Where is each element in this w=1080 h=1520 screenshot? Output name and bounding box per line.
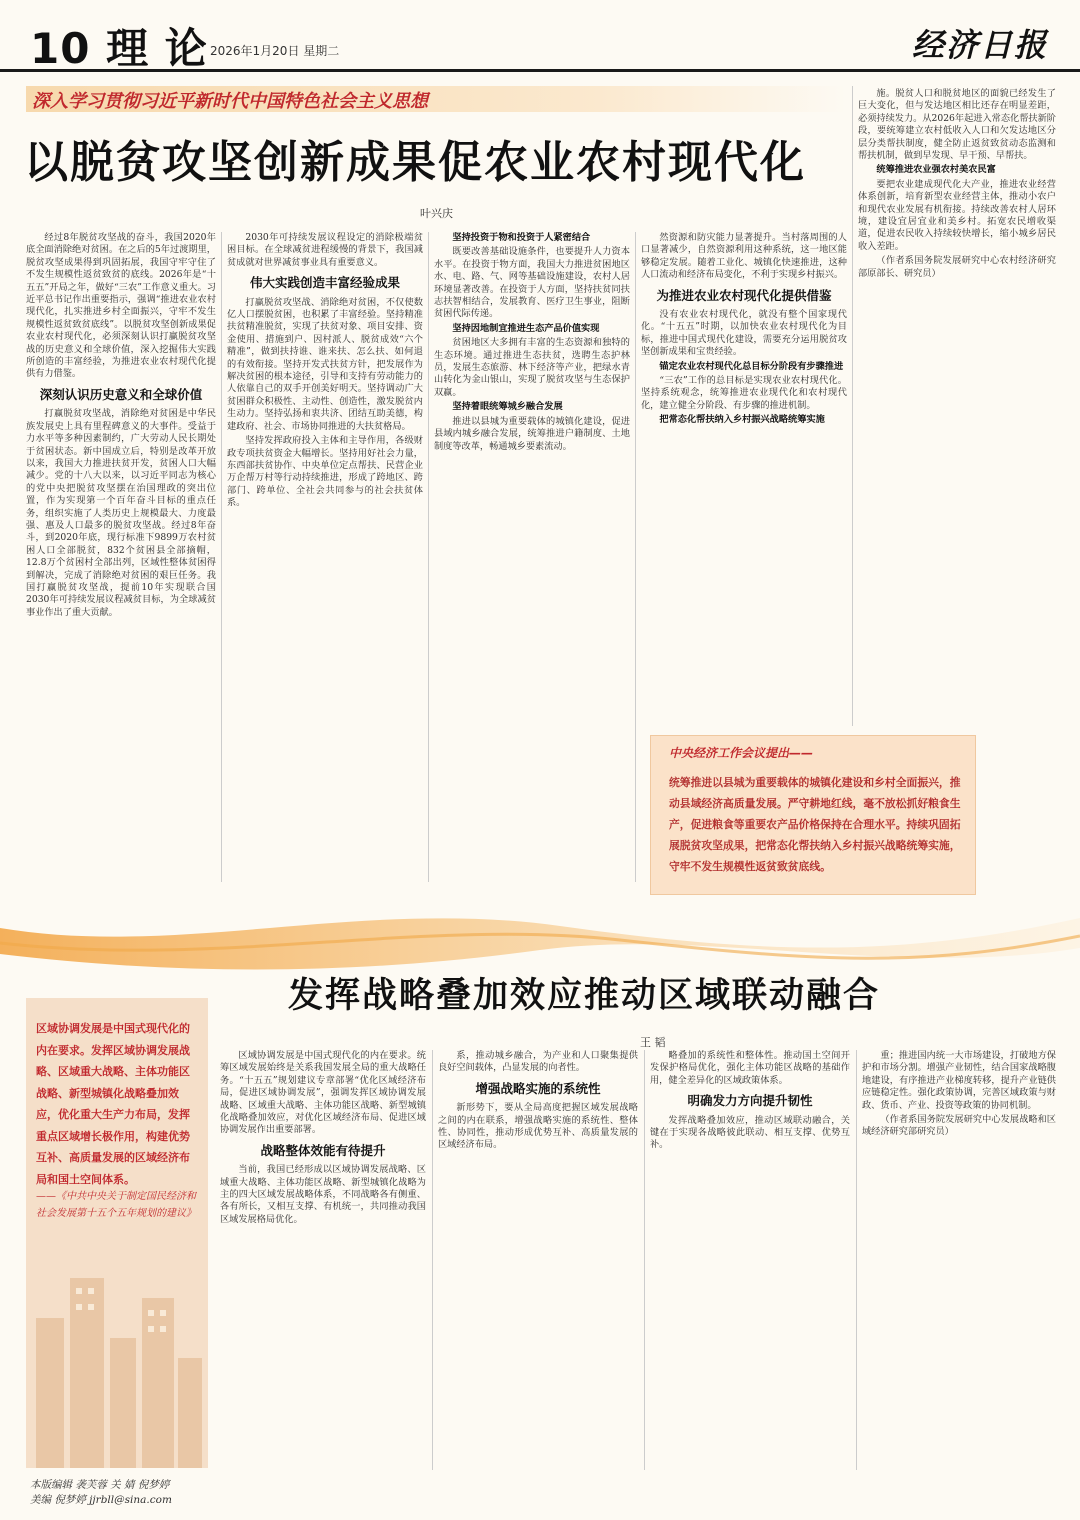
paragraph: 重；推进国内统一大市场建设，打破地方保护和市场分割。增强产业韧性，结合国家战略腹地建设，有序推进产业梯度转移，提升产业链供应链稳定性。强化政策协调，完善区域政策与财政、货币、产业、投资等政策的协同机制。	[862, 1050, 1056, 1111]
paragraph: 打赢脱贫攻坚战、消除绝对贫困，不仅使数亿人口摆脱贫困，也积累了丰富经验。坚持精准扶贫精准脱贫，实现了扶贫对象、项目安排、资金使用、措施到户、因村派人、脱贫成效“六个精准”，做到扶持谁、谁来扶、怎么扶、如何退的有效衔接。坚持开发式扶贫方针，把发展作为解决贫困的根本途径，引导和支持有劳动能力的人依靠自己的双手开创美好明天。坚持调动广大贫困群众积极性、主动性、创造性，激发脱贫内生动力。坚持弘扬和衷共济、团结互助美德，构建政府、社会、市场协同推进的大扶贫格局。	[227, 296, 423, 432]
article2-quote-source: ——《中共中央关于制定国民经济和社会发展第十五个五年规划的建议》	[36, 1191, 196, 1219]
quote-box-economic-conference	[650, 735, 976, 895]
article1-column-1	[26, 232, 216, 884]
paragraph: 区域协调发展是中国式现代化的内在要求。统筹区域发展始终是关系我国发展全局的重大战略任务。“十五五”规划建议专章部署“优化区域经济布局，促进区域协调发展”，强调发挥区域协调发展战略、区域重大战略、主体功能区战略、新型城镇化战略叠加效应，对优化区域经济布局、促进区域协调发展作出重要部署。	[220, 1050, 426, 1136]
column-divider	[221, 232, 222, 882]
paragraph: 要把农业建成现代化大产业，推进农业经营体系创新，培育新型农业经营主体，推动小农户和现代农业发展有机衔接。持续改善农村人居环境，建设宜居宜业和美乡村。拓宽农民增收渠道，促进农民收入持续较快增长，缩小城乡居民收入差距。	[858, 178, 1056, 252]
paragraph: 当前，我国已经形成以区域协调发展战略、区域重大战略、主体功能区战略、新型城镇化战略为主的四大区域发展战略体系，不同战略各有侧重、各有所长，又相互支撑、有机统一，共同推动我国区域发展格局优化。	[220, 1164, 426, 1225]
building-illustration	[26, 1258, 208, 1468]
subheading: 伟大实践创造丰富经验成果	[249, 275, 400, 291]
bold-lead: 坚持投资于物和投资于人紧密结合	[452, 232, 591, 243]
topic-band-text: 深入学习贯彻习近平新时代中国特色社会主义思想	[32, 91, 428, 112]
article2-column-4	[862, 1050, 1056, 1470]
editor-line: 美编 倪梦婷 jjrbll@sina.com	[30, 1494, 172, 1506]
article1-column-5	[858, 88, 1056, 728]
article2-column-1	[220, 1050, 426, 1470]
quote-title: 中央经济工作会议提出——	[669, 746, 814, 760]
paragraph: 发挥战略叠加效应，推动区域联动融合，关键在于实现各战略彼此联动、相互支撑、优势互补。	[650, 1114, 850, 1151]
subheading: 为推进农业农村现代化提供借鉴	[656, 287, 832, 303]
article1-column-4	[641, 232, 847, 726]
author-note: （作者系国务院发展研究中心发展战略和区域经济研究部研究员）	[862, 1114, 1056, 1138]
article2-quote-text: 区域协调发展是中国式现代化的内在要求。发挥区域协调发展战略、区域重大战略、主体功能区战略、新型城镇化战略叠加效应，优化重大生产力布局，发挥重点区域增长极作用，构建优势互补、高质量发展的区域经济布局和国土空间体系。	[36, 1022, 190, 1186]
article2-author: 王 韬	[640, 1036, 666, 1049]
article1-column-2	[227, 232, 423, 884]
page-number: 10 理 论	[30, 24, 208, 73]
article1-author: 叶兴庆	[420, 207, 453, 220]
article2-column-3	[650, 1050, 850, 1470]
page-date: 2026年1月20日 星期二	[210, 44, 340, 58]
article1-title: 以脱贫攻坚创新成果促农业农村现代化	[24, 137, 806, 188]
subheading: 明确发力方向提升韧性	[687, 1093, 813, 1109]
article2-column-2	[438, 1050, 638, 1470]
decorative-wave-graphic	[0, 888, 1080, 978]
editor-credits	[30, 1478, 210, 1508]
section-name: 理 论	[106, 24, 208, 73]
topic-band	[26, 86, 846, 112]
bold-lead: 统筹推进农业强农村美农民富	[876, 164, 996, 176]
author-note: （作者系国务院发展研究中心农村经济研究部原部长、研究员）	[858, 255, 1056, 279]
column-divider	[644, 1050, 645, 1470]
column-divider	[428, 232, 429, 882]
paragraph: 坚持发挥政府投入主体和主导作用，各级财政专项扶贫资金大幅增长。坚持用好社会力量，东西部扶贫协作、中央单位定点帮扶、民营企业万企帮万村等行动持续推进，形成了跨地区、跨部门、跨单位、全社会共同参与的社会扶贫体系。	[227, 435, 423, 509]
bold-lead: 把常态化帮扶纳入乡村振兴战略统筹实施	[659, 414, 825, 426]
paragraph: 既要改善基础设施条件，也要提升人力资本水平。在投资于物方面，我国大力推进贫困地区水、电、路、气、网等基础设施建设，农村人居环境显著改善。在投资于人方面，坚持扶贫同扶志扶智相结合，发展教育、医疗卫生事业，阻断贫困代际传递。	[434, 246, 630, 320]
paragraph: 2030年可持续发展议程设定的消除极端贫困目标。在全球减贫进程缓慢的背景下，我国减贫成就对世界减贫事业具有重要意义。	[227, 232, 423, 268]
paragraph: 贫困地区大多拥有丰富的生态资源和独特的生态环境。通过推进生态扶贫，选聘生态护林员，发展生态旅游、林下经济等产业，把绿水青山转化为金山银山，实现了脱贫攻坚与生态保护双赢。	[434, 337, 630, 398]
subheading: 深刻认识历史意义和全球价值	[39, 386, 203, 402]
subheading: 战略整体效能有待提升	[260, 1142, 386, 1158]
subheading: 增强战略实施的系统性	[475, 1080, 601, 1096]
bold-lead: 锚定农业农村现代化总目标分阶段有步骤推进	[659, 360, 844, 372]
paragraph: 没有农业农村现代化，就没有整个国家现代化。“十五五”时期，以加快农业农村现代化为目标，推进中国式现代化建设，需要充分运用脱贫攻坚创新成果和宝贵经验。	[641, 309, 847, 358]
column-divider	[635, 232, 636, 882]
quote-text: 统筹推进以县城为重要载体的城镇化建设和乡村全面振兴，推动县域经济高质量发展。严守耕地红线，毫不放松抓好粮食生产，促进粮食等重要农产品价格保持在合理水平。持续巩固拓展脱贫攻坚成果，把常态化帮扶纳入乡村振兴战略统筹实施，守牢不发生规模性返贫致贫底线。	[669, 776, 961, 873]
paragraph: 施。脱贫人口和脱贫地区的面貌已经发生了巨大变化，但与发达地区相比还存在明显差距，必须持续发力。从2026年起进入常态化帮扶新阶段，要统筹建立农村低收入人口和欠发达地区分层分类帮扶制度，健全防止返贫致贫动态监测和帮扶机制，做到早发现、早干预、早帮扶。	[858, 88, 1056, 162]
bold-lead: 坚持着眼统筹城乡融合发展	[452, 401, 563, 413]
column-divider	[856, 1050, 857, 1470]
paragraph: “三农”工作的总目标是实现农业农村现代化。坚持系统观念，统筹推进农业现代化和农村现代化，建立健全分阶段、有步骤的推进机制。	[641, 375, 847, 411]
page-header	[0, 0, 1080, 72]
paragraph: 打赢脱贫攻坚战，消除绝对贫困是中华民族发展史上具有里程碑意义的大事件。受益于力水平等多种因素制约，广大劳动人民长期处于贫困状态。新中国成立后，特别是改革开放以来，我国大力推进扶贫开发，贫困人口大幅减少。党的十八大以来，以习近平同志为核心的党中央把脱贫攻坚摆在治国理政的突出位置，作为实现第一个百年奋斗目标的重点任务，组织实施了人类历史上规模最大、力度最强、惠及人口最多的脱贫攻坚战。经过8年奋斗，到2020年底，现行标准下9899万农村贫困人口全部脱贫，832个贫困县全部摘帽，12.8万个贫困村全部出列，区域性整体贫困得到解决，完成了消除绝对贫困的艰巨任务。我国打赢脱贫攻坚战，提前10年实现联合国2030年可持续发展议程减贫目标，为全球减贫事业作出了重大贡献。	[26, 408, 216, 618]
paragraph: 新形势下，要从全局高度把握区域发展战略之间的内在联系，增强战略实施的系统性、整体性、协同性，推动形成优势互补、高质量发展的区域经济布局。	[438, 1102, 638, 1151]
paragraph: 经过8年脱贫攻坚战的奋斗，我国2020年底全面消除绝对贫困。在之后的5年过渡期里，脱贫攻坚成果得到巩固拓展，我国守牢守住了不发生规模性返贫致贫的底线。2026年是“十五五”开局之年，做好“三农”工作意义重大。习近平总书记作出重要指示，强调“推进农业农村现代化，扎实推进乡村全面振兴，守牢不发生规模性返贫致贫底线”。以脱贫攻坚创新成果促农业农村现代化，必须深刻认识打赢脱贫攻坚战的历史意义和全球价值，深入挖掘伟大实践所创造的丰富经验，为推进农业农村现代化提供有力借鉴。	[26, 232, 216, 380]
paragraph: 略叠加的系统性和整体性。推动国土空间开发保护格局优化，强化主体功能区战略的基础作用，健全差异化的区域政策体系。	[650, 1050, 850, 1086]
column-divider	[432, 1050, 433, 1470]
paragraph: 然资源和防灾能力显著提升。当村落周围的人口显著减少，自然资源利用这种系统，这一地区能够稳定发展。随着工业化、城镇化快速推进，这种人口流动和经济布局变化，不利于实现乡村振兴。	[641, 232, 847, 281]
editor-line: 本版编辑 袭芙蓉 关 婧 倪梦婷	[30, 1479, 170, 1491]
newspaper-logo: 经济日报	[911, 26, 1048, 64]
column-divider	[852, 86, 853, 726]
article1-column-3	[434, 232, 630, 884]
bold-lead: 坚持因地制宜推进生态产品价值实现	[452, 322, 600, 334]
article2-title: 发挥战略叠加效应推动区域联动融合	[288, 976, 881, 1016]
paragraph: 系，推动城乡融合，为产业和人口聚集提供良好空间载体，凸显发展的向者性。	[438, 1050, 638, 1074]
paragraph: 推进以县城为重要载体的城镇化建设，促进县域内城乡融合发展，统筹推进户籍制度、土地制度等改革，畅通城乡要素流动。	[434, 415, 630, 452]
